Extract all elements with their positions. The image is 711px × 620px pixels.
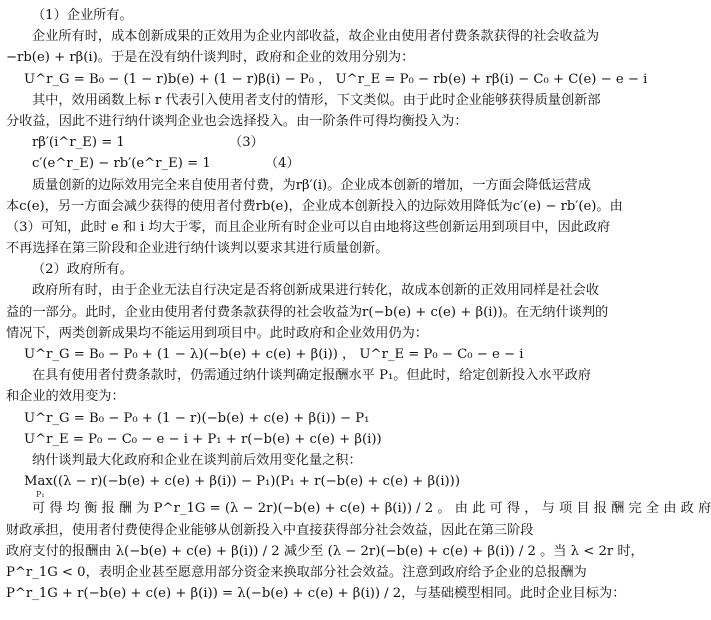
equation-3-row (6, 132, 622, 153)
section-2-paragraph-1-line-1: 政府所有时，由于企业无法自行决定是否将创新成果进行转化，故成本创新的正效用同样是社会收 (32, 283, 600, 299)
equation-3-tag: （3） (229, 135, 264, 151)
section-2-paragraph-1-line-2: 益的一部分。此时，企业由使用者付费条款获得的社会收益为r(−b(e) + c(e) + β(i))。在无纳什谈判的 (6, 304, 609, 320)
section-2-paragraph-2-line-2: 和企业的效用变为： (6, 389, 125, 405)
equation-4-row (6, 153, 622, 174)
section-1-paragraph-3-line-1: 质量创新的边际效用完全来自使用者付费，为rβ′(i)。企业成本创新的增加，一方面会降低运营成 (32, 177, 591, 193)
section-1-paragraph-2-line-1: 其中，效用函数上标 r 代表引入使用者支付的情形，下文类似。由于此时企业能够获得质量创新部 (32, 92, 601, 108)
section-2-paragraph-4-line-3: 政府支付的报酬由 λ(−b(e) + c(e) + β(i)) / 2 减少至 (λ − 2r)(−b(e) + c(e) + β(i)) / 2 。当 λ < 2r 时， (6, 543, 644, 559)
equation-4-tag: （4） (264, 156, 300, 172)
section-2-heading: （2）政府所有。 (32, 262, 133, 278)
enterprise-utility-equation: U^r_E = P₀ − C₀ − e − i + P₁ + r(−b(e) + c(e) + β(i)) (24, 431, 382, 447)
section-2-paragraph-4-line-1: 可 得 均 衡 报 酬 为 P^r_1G = (λ − 2r)(−b(e) + c(e) + β(i)) / 2 。 由 此 可 得 ， 与 项 目 报 酬 完 全 由 政 府 (32, 501, 711, 517)
section-1-paragraph-3-line-4: 不再选择在第三阶段和企业进行纳什谈判以要求其进行质量创新。 (6, 241, 389, 257)
section-1-heading: （1）企业所有。 (32, 8, 133, 23)
section-1-paragraph-1-line-2: −rb(e) + rβ(i)。于是在没有纳什谈判时，政府和企业的效用分别为： (6, 50, 415, 66)
nash-bargaining-sentence: 纳什谈判最大化政府和企业在谈判前后效用变化量之积： (32, 452, 362, 468)
equation-3: rβ′(i^r_E) = 1 (32, 135, 125, 151)
section-1-paragraph-3-line-3: （3）可知，此时 e 和 i 均大于零，而且企业所有时企业可以自由地将这些创新运用到项目中，因此政府 (6, 219, 611, 235)
nash-max-equation: Max((λ − r)(−b(e) + c(e) + β(i)) − P₁)(P₁ + r(−b(e) + c(e) + β(i))) (24, 474, 460, 490)
nash-max-subscript: P₁ (36, 490, 45, 500)
government-utility-equation: U^r_G = B₀ − P₀ + (1 − r)(−b(e) + c(e) + β(i)) − P₁ (24, 410, 370, 426)
section-2-paragraph-2-line-1: 在具有使用者付费条款时，仍需通过纳什谈判确定报酬水平 P₁。但此时，给定创新投入水平政府 (32, 368, 592, 384)
section-2-paragraph-4-line-5: P^r_1G + r(−b(e) + c(e) + β(i)) = λ(−b(e) + c(e) + β(i)) / 2，与基础模型相同。此时企业目标为： (6, 586, 626, 602)
section-1-paragraph-1-line-1: 企业所有时，成本创新成果的正效用为企业内部收益，故企业由使用者付费条款获得的社会收益为 (32, 29, 600, 45)
section-1-paragraph-3-line-2: 本c(e)，另一方面会减少获得的使用者付费rb(e)，企业成本创新投入的边际效用降低为c′(e) − rb′(e)。由 (6, 198, 623, 214)
section-1-paragraph-2-line-2: 分收益，因此不进行纳什谈判企业也会选择投入。由一阶条件可得均衡投入为： (6, 113, 468, 129)
equation-4: c′(e^r_E) − rb′(e^r_E) = 1 (32, 156, 211, 172)
section-2-paragraph-4-line-2: 财政承担，使用者付费使得企业能够从创新投入中直接获得部分社会效益，因此在第三阶段 (6, 522, 534, 538)
section-2-paragraph-1-line-3: 情况下，两类创新成果均不能运用到项目中。此时政府和企业效用仍为： (6, 325, 428, 341)
section-1-utility-equation: U^r_G = B₀ − (1 − r)b(e) + (1 − r)β(i) − P₀ ， U^r_E = P₀ − rb(e) + rβ(i) − C₀ + C(e) − e − i (24, 71, 648, 87)
section-2-paragraph-4-line-4: P^r_1G < 0，表明企业甚至愿意用部分资金来换取部分社会效益。注意到政府给予企业的总报酬为 (6, 564, 587, 580)
section-2-utility-equation: U^r_G = B₀ − P₀ + (1 − λ)(−b(e) + c(e) + β(i)) ， U^r_E = P₀ − C₀ − e − i (24, 347, 524, 362)
